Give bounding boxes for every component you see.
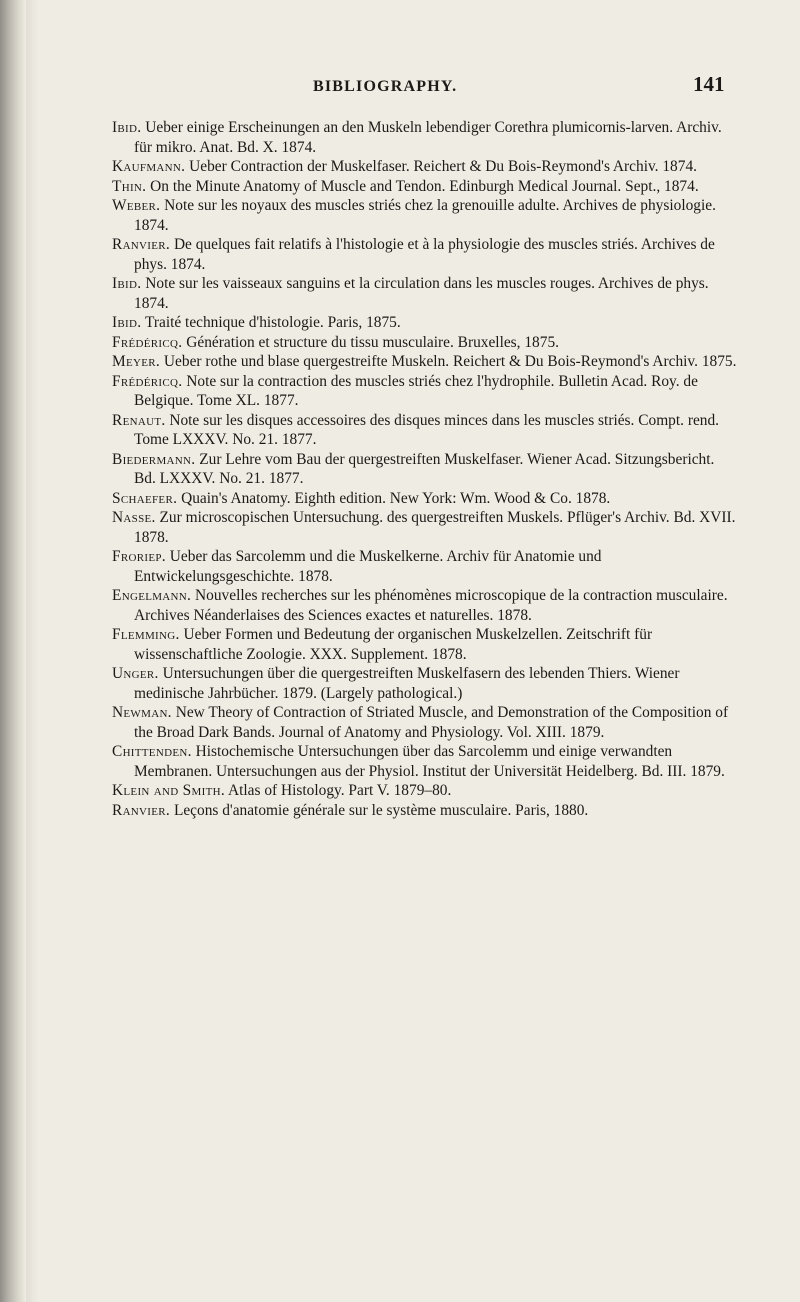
page-number: 141 [693, 72, 725, 96]
bibliography-entry [112, 157, 740, 177]
bibliography-entry [112, 196, 740, 235]
running-head: BIBLIOGRAPHY. [313, 78, 458, 95]
bibliography-entry [112, 547, 740, 586]
entry-text: De quelques fait relatifs à l'histologie et à la physiologie des muscles striés. Archives de phys. 1874. [134, 236, 715, 273]
scan-binding-shadow [26, 0, 38, 1302]
scan-binding-edge [0, 0, 26, 1302]
entry-text: Ueber Contraction der Muskelfaser. Reichert & Du Bois-Reymond's Archiv. 1874. [189, 158, 697, 175]
bibliography-entry [112, 177, 740, 197]
bibliography-entry [112, 450, 740, 489]
entry-text: Histochemische Untersuchungen über das Sarcolemm und einige verwandten Membranen. Untersuchungen aus der Physiol. Institut der Universität Heidelberg. Bd. III. 1879. [134, 743, 725, 780]
entry-author: Frédéricq. [112, 372, 183, 390]
bibliography-entry [112, 508, 740, 547]
entry-text: Untersuchungen über die quergestreiften Muskelfasern des lebenden Thiers. Wiener medinische Jahrbücher. 1879. (Largely pathological.) [134, 665, 680, 702]
bibliography-entry [112, 118, 740, 157]
entry-text: Note sur les vaisseaux sanguins et la circulation dans les muscles rouges. Archives de phys. 1874. [134, 275, 709, 312]
bibliography-entry [112, 411, 740, 450]
entry-text: Note sur les disques accessoires des disques minces dans les muscles striés. Compt. rend. Tome LXXXV. No. 21. 1877. [134, 411, 720, 448]
bibliography-entry [112, 372, 740, 411]
entry-author: Engelmann. [112, 587, 192, 604]
entry-text: Zur microscopischen Untersuchung. des quergestreiften Muskels. Pflüger's Archiv. Bd. XVII. 1878. [134, 509, 736, 546]
entry-author: Ranvier. [112, 801, 171, 819]
entry-text: Ueber das Sarcolemm und die Muskelkerne. Archiv für Anatomie und Entwickelungsgeschichte. 1878. [134, 548, 602, 585]
entry-author: Kaufmann. [112, 158, 186, 175]
entry-text: Leçons d'anatomie générale sur le système musculaire. Paris, 1880. [173, 801, 589, 819]
entry-author: Nasse. [112, 509, 156, 526]
entry-author: Schaefer. [112, 489, 178, 507]
entry-author: Ranvier. [112, 236, 171, 253]
bibliography-entry [112, 664, 740, 703]
bibliography-entry [112, 333, 740, 353]
entry-text: Zur Lehre vom Bau der quergestreiften Muskelfaser. Wiener Acad. Sitzungsbericht. Bd. LXXXV. No. 21. 1877. [134, 450, 715, 487]
bibliography-list [112, 118, 740, 820]
bibliography-entry [112, 742, 740, 781]
bibliography-entry [112, 703, 740, 742]
entry-text: Nouvelles recherches sur les phénomènes microscopique de la contraction musculaire. Archives Néanderlaises des Sciences exactes et naturelles. 1878. [134, 587, 728, 624]
entry-text: Traité technique d'histologie. Paris, 1875. [145, 314, 401, 331]
entry-author: Meyer. [112, 353, 161, 370]
entry-author: Froriep. [112, 548, 166, 565]
bibliography-entry [112, 489, 740, 509]
entry-author: Ibid. [112, 119, 142, 136]
entry-text: Ueber einige Erscheinungen an den Muskeln lebendiger Corethra plumicornis-larven. Archiv. für mikro. Anat. Bd. X. 1874. [134, 119, 722, 156]
bibliography-entry [112, 274, 740, 313]
entry-text: Note sur les noyaux des muscles striés chez la grenouille adulte. Archives de physiologie. 1874. [134, 197, 716, 234]
entry-text: Génération et structure du tissu musculaire. Bruxelles, 1875. [186, 333, 559, 351]
page-header [0, 72, 800, 104]
entry-author: Frédéricq. [112, 333, 183, 351]
entry-author: Ibid. [112, 275, 142, 292]
entry-author: Ibid. [112, 314, 142, 331]
entry-text: Quain's Anatomy. Eighth edition. New York: Wm. Wood & Co. 1878. [181, 489, 611, 507]
bibliography-entry [112, 313, 740, 333]
entry-text: Note sur la contraction des muscles striés chez l'hydrophile. Bulletin Acad. Roy. de Belgique. Tome XL. 1877. [134, 372, 698, 409]
entry-text: Atlas of Histology. Part V. 1879–80. [228, 782, 452, 799]
entry-author: Biedermann. [112, 450, 196, 468]
bibliography-entry [112, 625, 740, 664]
entry-author: Renaut. [112, 411, 166, 429]
entry-author: Flemming. [112, 626, 180, 643]
entry-author: Weber. [112, 197, 161, 214]
entry-author: Chittenden. [112, 743, 192, 760]
entry-text: Ueber rothe und blase quergestreifte Muskeln. Reichert & Du Bois-Reymond's Archiv. 1875. [163, 353, 737, 370]
bibliography-entry [112, 801, 740, 821]
entry-text: New Theory of Contraction of Striated Muscle, and Demonstration of the Composition of the Broad Dark Bands. Journal of Anatomy and Physiology. Vol. XIII. 1879. [134, 704, 729, 741]
entry-author: Newman. [112, 704, 172, 721]
entry-author: Thin. [112, 177, 147, 195]
bibliography-entry [112, 352, 740, 372]
entry-text: Ueber Formen und Bedeutung der organischen Muskelzellen. Zeitschrift für wissenschaftliche Zoologie. XXX. Supplement. 1878. [134, 626, 653, 663]
bibliography-entry [112, 781, 740, 801]
entry-text: On the Minute Anatomy of Muscle and Tendon. Edinburgh Medical Journal. Sept., 1874. [150, 177, 699, 195]
bibliography-entry [112, 586, 740, 625]
entry-author: Unger. [112, 665, 159, 682]
bibliography-entry [112, 235, 740, 274]
entry-author: Klein and Smith. [112, 782, 226, 799]
